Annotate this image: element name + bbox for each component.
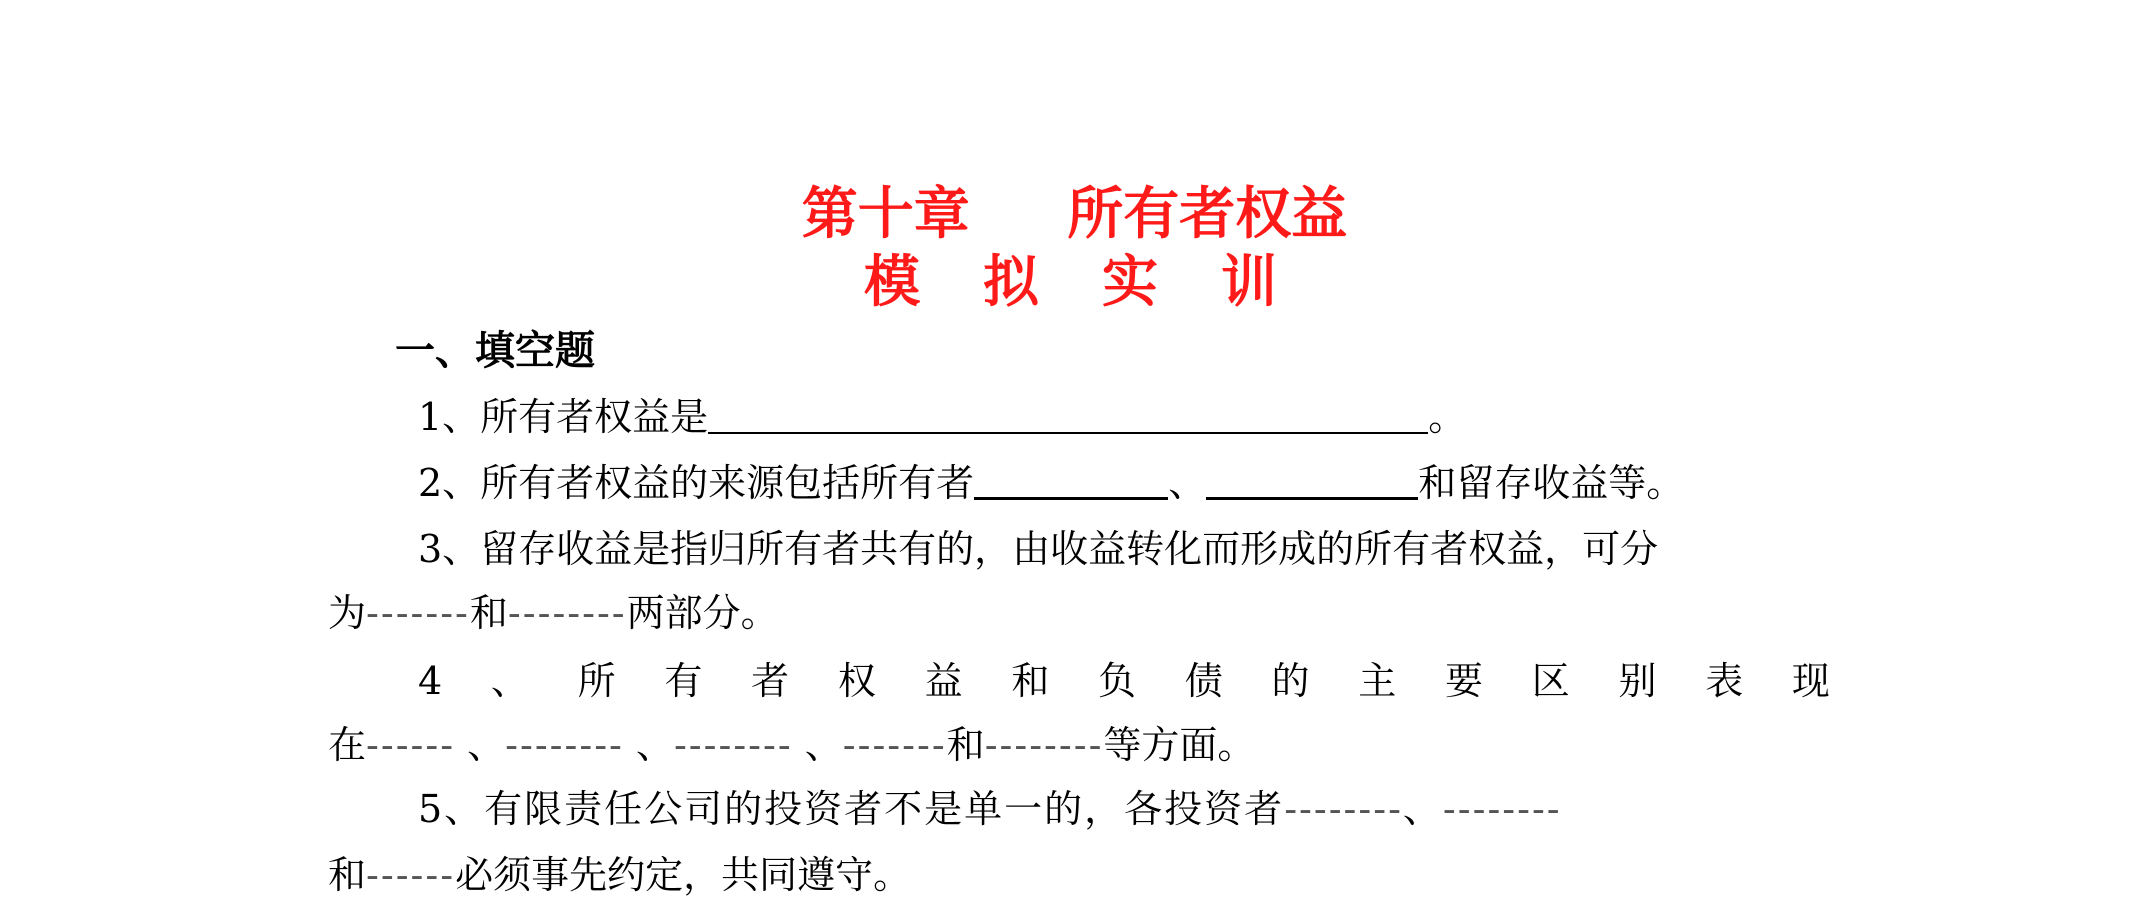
question-3-line-1: 3、留存收益是指归所有者共有的，由收益转化而形成的所有者权益，可分 <box>418 527 1659 571</box>
question-2-end: 和留存收益等。 <box>1418 461 1685 505</box>
question-4-sep-1: 、 <box>455 723 506 767</box>
question-4-char: 益 <box>924 659 963 703</box>
question-4-char: 的 <box>1271 659 1310 703</box>
question-4-blank-3[interactable]: -------- <box>673 723 793 767</box>
question-4-char: 债 <box>1184 659 1223 703</box>
question-4-char: 区 <box>1531 659 1570 703</box>
question-4-line-1 <box>418 652 1830 710</box>
question-3-blank-2[interactable]: -------- <box>507 591 627 635</box>
question-5-blank-3[interactable]: ------ <box>366 853 456 897</box>
question-4-char: 所 <box>577 659 616 703</box>
question-4-end: 等方面。 <box>1103 723 1256 767</box>
question-2-blank-1[interactable] <box>974 461 1168 500</box>
question-5-line-1 <box>418 780 1562 838</box>
question-4-char: 别 <box>1618 659 1657 703</box>
question-4-blank-2[interactable]: -------- <box>505 723 624 767</box>
question-4-char: 、 <box>490 659 529 703</box>
question-4-blank-1[interactable]: ------ <box>366 723 456 767</box>
question-5-line-2 <box>328 846 911 904</box>
chapter-title: 第十章 所有者权益 <box>801 182 1348 247</box>
question-3-mid: 和 <box>469 591 508 635</box>
question-5-blank-2[interactable]: -------- <box>1442 787 1562 831</box>
question-4-char: 主 <box>1358 659 1397 703</box>
question-4-sep-2: 、 <box>623 723 674 767</box>
question-3-blank-1[interactable]: ------- <box>366 591 470 635</box>
question-4-mid: 和 <box>946 723 985 767</box>
question-4-blank-5[interactable]: -------- <box>984 723 1104 767</box>
question-1-text: 1、所有者权益是 <box>418 395 709 439</box>
question-4-line-2 <box>328 716 1255 774</box>
question-4-char: 和 <box>1011 659 1050 703</box>
question-2-blank-2[interactable] <box>1206 461 1418 500</box>
chapter-subtitle: 模 拟 实 训 <box>864 250 1285 315</box>
question-2-sep: 、 <box>1168 461 1207 505</box>
question-1-blank[interactable] <box>708 396 1428 434</box>
question-1-end: 。 <box>1428 395 1467 439</box>
question-4-char: 负 <box>1098 659 1137 703</box>
question-3-pre: 为 <box>328 591 367 635</box>
question-4-char: 者 <box>751 659 790 703</box>
question-3-line-2 <box>328 584 779 642</box>
question-4-char: 要 <box>1444 659 1483 703</box>
question-5-pre: 和 <box>328 853 367 897</box>
question-2-text: 2、所有者权益的来源包括所有者 <box>418 461 975 505</box>
question-4-char: 权 <box>837 659 876 703</box>
question-1 <box>418 388 1466 446</box>
question-4-sep-3: 、 <box>792 723 843 767</box>
question-4-char: 现 <box>1791 659 1830 703</box>
question-3-end: 两部分。 <box>626 591 779 635</box>
question-5-end: 必须事先约定，共同遵守。 <box>455 853 912 897</box>
question-5-sep: 、 <box>1402 787 1443 831</box>
question-2 <box>418 454 1684 512</box>
question-5-blank-1[interactable]: -------- <box>1284 787 1403 831</box>
section-heading: 一、填空题 <box>395 328 595 374</box>
question-4-char: 表 <box>1705 659 1744 703</box>
question-4-pre: 在 <box>328 723 367 767</box>
question-4-char: 有 <box>664 659 703 703</box>
question-4-blank-4[interactable]: ------- <box>842 723 947 767</box>
question-4-char: 4 <box>418 659 443 703</box>
question-5-text: 5、有限责任公司的投资者不是单一的，各投资者 <box>418 787 1285 831</box>
